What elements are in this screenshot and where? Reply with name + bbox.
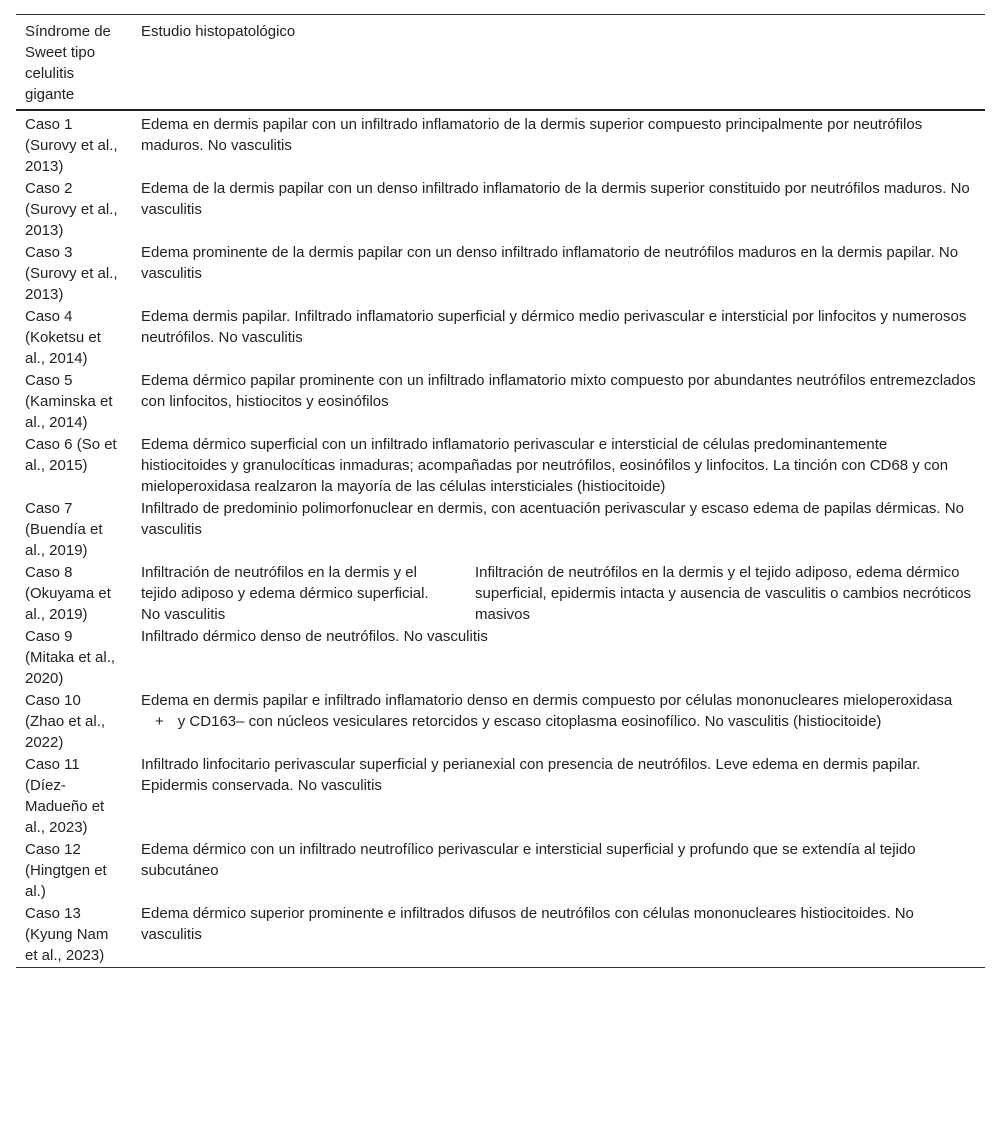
histopathology-cell: Edema en dermis papilar con un infiltrado inflamatorio de la dermis superior compuesto principalmente por neutrófilos maduros. No vasculitis [141,116,923,154]
histopathology-cell: Edema dérmico con un infiltrado neutrofílico perivascular e intersticial superficial y profundo que se extendía al tejido subcutáneo [141,841,916,879]
plus-sign: + [155,713,164,730]
table-row [16,178,985,242]
header-syndrome: Síndrome de Sweet tipo celulitis gigante [25,23,111,103]
table-row [16,370,985,434]
table-row [16,498,985,562]
histopathology-cell: Infiltrado dérmico denso de neutrófilos. No vasculitis [141,628,488,645]
table-row [16,626,985,690]
table-body [16,110,985,968]
histopathology-cell: Edema dérmico superficial con un infiltrado inflamatorio perivascular e intersticial de células predominantemente histiocitoides y granulocíticas inmaduras; acompañadas por neutrófilos, eosinófilos y linfocitos. La tinción con CD68 y con mieloperoxidasa realzaron la mayoría de las células intersticiales (histiocitoide) [141,436,949,495]
table-row [16,690,985,754]
case-cell: Caso 13 (Kyung Nam et al., 2023) [25,905,109,964]
case-cell: Caso 2 (Surovy et al., 2013) [25,180,118,239]
table-row [16,306,985,370]
header-histopathology: Estudio histopatológico [141,23,296,40]
case-cell: Caso 11 (Díez-Madueño et al., 2023) [25,756,105,836]
histopathology-cell: Edema dérmico papilar prominente con un infiltrado inflamatorio mixto compuesto por abundantes neutrófilos entremezclados con linfocitos, histiocitos y eosinófilos [141,372,976,410]
histopathology-cell [132,562,985,626]
case-cell: Caso 8 (Okuyama et al., 2019) [25,564,111,623]
case-cell: Caso 1 (Surovy et al., 2013) [25,116,118,175]
histopathology-text-a: Infiltración de neutrófilos en la dermis y el tejido adiposo y edema dérmico superficial. No vasculitis [141,564,429,623]
table-row [16,434,985,498]
histopathology-cell: Edema de la dermis papilar con un denso infiltrado inflamatorio de la dermis superior constituido por neutrófilos maduros. No vasculitis [141,180,970,218]
histopathology-cell: Edema dérmico superior prominente e infiltrados difusos de neutrófilos con células mononucleares histiocitoides. No vasculitis [141,905,914,943]
histopathology-text-b: Infiltración de neutrófilos en la dermis y el tejido adiposo, edema dérmico superficial, epidermis intacta y ausencia de vasculitis o cambios necróticos masivos [475,564,972,623]
case-cell: Caso 12 (Hingtgen et al.) [25,841,107,900]
histopathology-table-container [16,14,985,968]
case-cell: Caso 3 (Surovy et al., 2013) [25,244,118,303]
case-cell: Caso 10 (Zhao et al., 2022) [25,692,106,751]
table-row [16,242,985,306]
histopathology-cell: Edema dermis papilar. Infiltrado inflamatorio superficial y dérmico medio perivascular e intersticial por linfocitos y numerosos neutrófilos. No vasculitis [141,308,967,346]
table-row [16,110,985,178]
histopathology-cell [132,690,985,754]
histopathology-cell: Infiltrado de predominio polimorfonuclear en dermis, con acentuación perivascular y escaso edema de papilas dérmicas. No vasculitis [141,500,964,538]
case-cell: Caso 5 (Kaminska et al., 2014) [25,372,113,431]
table-row [16,754,985,839]
table-header [16,15,985,111]
case-cell: Caso 4 (Koketsu et al., 2014) [25,308,101,367]
case-cell: Caso 9 (Mitaka et al., 2020) [25,628,116,687]
split-cell [141,562,977,625]
table-row [16,839,985,903]
table-row [16,562,985,626]
table-row [16,903,985,968]
case-cell: Caso 7 (Buendía et al., 2019) [25,500,103,559]
header-row [16,15,985,111]
histopathology-text-post: y CD163– con núcleos vesiculares retorcidos y escaso citoplasma eosinofílico. No vasculitis (histiocitoide) [177,713,882,730]
histopathology-text-pre: Edema en dermis papilar e infiltrado inflamatorio denso en dermis compuesto por células mononucleares mieloperoxidasa [141,692,953,709]
case-cell: Caso 6 (So et al., 2015) [25,436,117,474]
histopathology-cell: Infiltrado linfocitario perivascular superficial y perianexial con presencia de neutrófilos. Leve edema en dermis papilar. Epidermis conservada. No vasculitis [141,756,921,794]
histopathology-cell: Edema prominente de la dermis papilar con un denso infiltrado inflamatorio de neutrófilos maduros en la dermis papilar. No vasculitis [141,244,959,282]
histopathology-table [16,14,985,968]
